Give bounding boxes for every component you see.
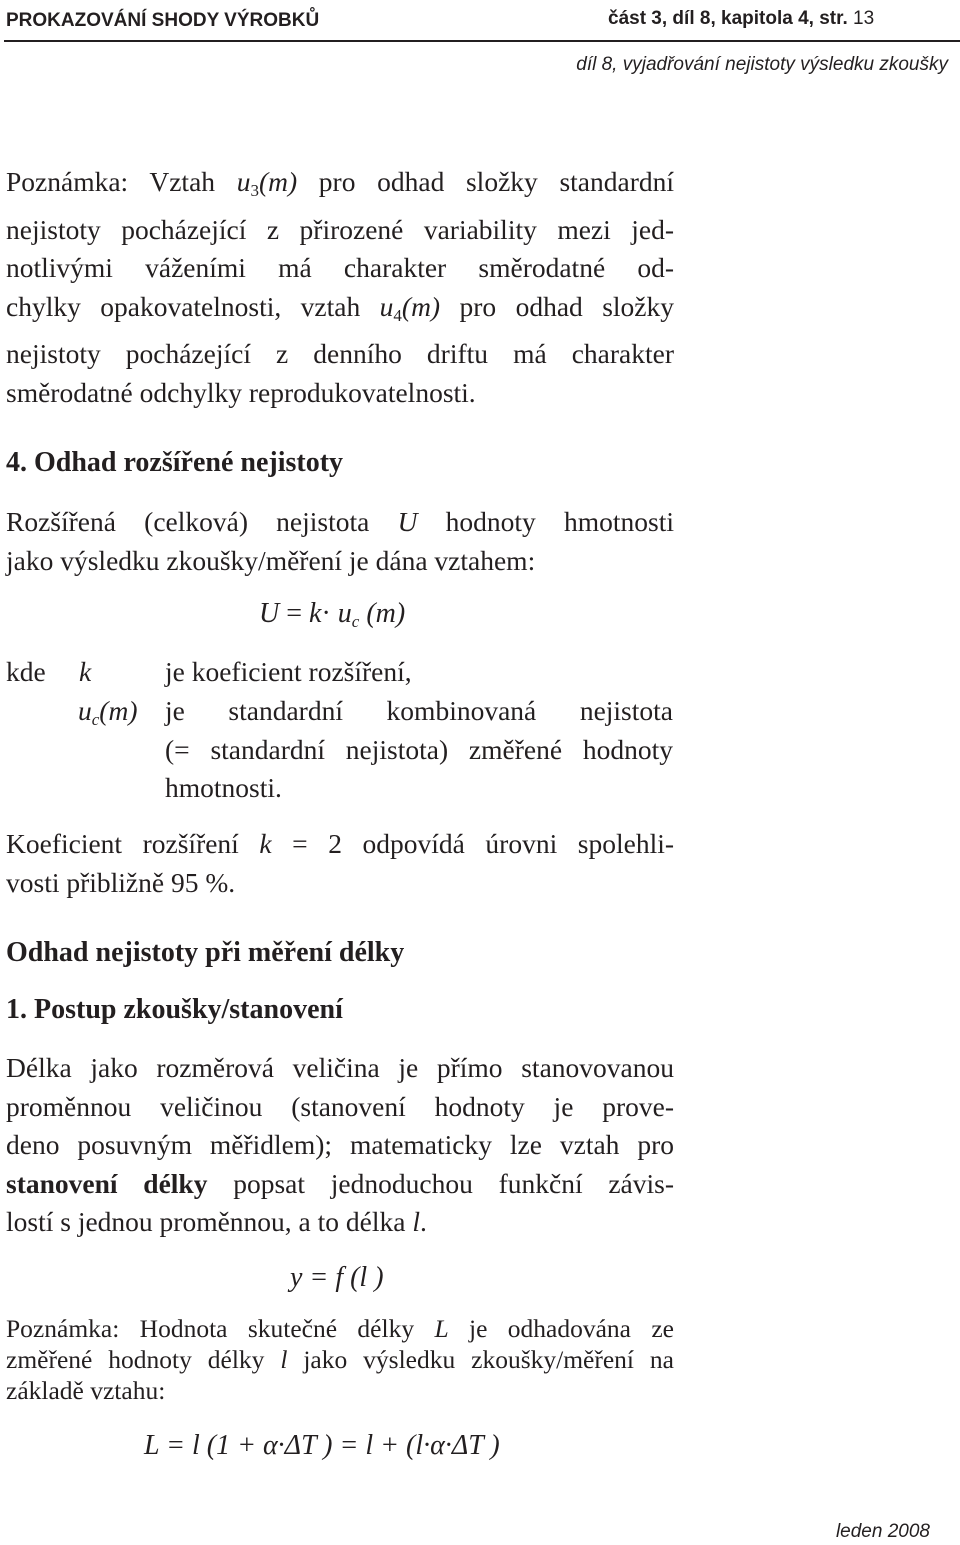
chapter-subtitle: díl 8, vyjadřování nejistoty výsledku zkoušky — [576, 54, 948, 75]
text-line: vosti přibližně 95 %. — [6, 866, 236, 898]
text-line: lostí s jednou proměnnou, a to délka l. — [6, 1206, 427, 1237]
text-line: deno posuvným měřidlem); matematicky lze vztah pro — [6, 1129, 674, 1160]
page-header — [4, 4, 956, 44]
text-line: chylky opakovatelnosti, vztah $u_4(m)$ pro odhad složky — [6, 290, 674, 325]
equation: $U = k\cdot u_c$ (m) — [259, 598, 406, 631]
text-line: Poznámka: Hodnota skutečné délky L je odhadována ze — [6, 1314, 674, 1343]
text-line: základě vztahu: — [6, 1376, 166, 1405]
definition-kde: kde — [6, 656, 46, 687]
equation: y = f (l ) — [290, 1262, 384, 1293]
section-heading: Odhad nejistoty při měření délky — [6, 937, 405, 968]
definition-symbol-k: k — [79, 656, 92, 687]
text-line: změřené hodnoty délky l jako výsledku zkoušky/měření na — [6, 1345, 674, 1374]
text-line: jako výsledku zkoušky/měření je dána vztahem: — [6, 544, 536, 576]
text-line: nejistoty pocházející z denního driftu má charakter — [6, 338, 674, 369]
equation: L = l (1 + α·ΔT ) = l + (l·α·ΔT ) — [144, 1430, 500, 1461]
page-reference — [608, 8, 874, 30]
footer-date: leden 2008 — [835, 1521, 930, 1542]
text-line: notlivými váženími má charakter směrodatné od- — [6, 252, 674, 283]
text-line: Rozšířená (celková) nejistota U hodnoty hmotnosti — [6, 506, 674, 537]
note-paragraph — [6, 1313, 674, 1406]
text-line: hmotnosti. — [165, 772, 282, 803]
text-line: Délka jako rozměrová veličina je přímo stanovovanou — [6, 1052, 674, 1083]
text-line: Koeficient rozšíření k = 2 odpovídá úrovni spolehli- — [6, 828, 675, 859]
text-line: nejistoty pocházející z přirozené variability mezi jed- — [6, 213, 674, 245]
text-line: směrodatné odchylky reprodukovatelnosti. — [6, 376, 476, 408]
paragraph — [6, 1049, 674, 1242]
paragraph — [6, 825, 674, 902]
publication-title: PROKAZOVÁNÍ SHODY VÝROBKŮ — [6, 10, 320, 31]
text-line: Poznámka: Vztah $u_3(m)$ pro odhad složky standardní — [6, 166, 674, 200]
section-heading: 4. Odhad rozšířené nejistoty — [6, 447, 344, 478]
text-line: je standardní kombinovaná nejistota — [165, 695, 673, 726]
header-rule — [4, 40, 960, 42]
paragraph — [6, 503, 674, 580]
text-line: stanovení délky popsat jednoduchou funkční závis- — [6, 1167, 674, 1199]
page-number: 13 — [853, 8, 875, 29]
text-line: (= standardní nejistota) změřené hodnoty — [165, 733, 673, 765]
definition-text-uc — [165, 692, 673, 808]
subsection-heading: 1. Postup zkoušky/stanovení — [6, 994, 343, 1025]
section-reference: část 3, díl 8, kapitola 4, str. — [608, 8, 848, 29]
definition-symbol-uc: $u_c(m)$ — [78, 695, 138, 729]
text-line: proměnnou veličinou (stanovení hodnoty je prove- — [6, 1090, 674, 1122]
note-paragraph — [6, 163, 674, 412]
definition-text-k: je koeficient rozšíření, — [165, 656, 412, 687]
